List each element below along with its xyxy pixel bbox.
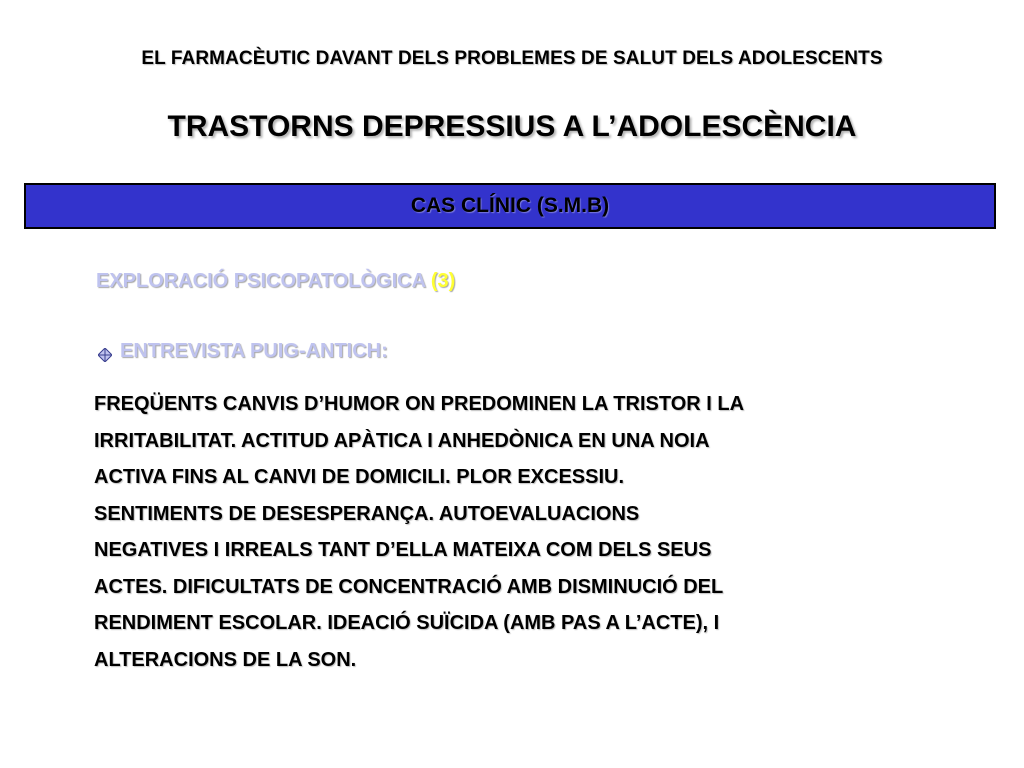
body-line: ALTERACIONS DE LA SON. xyxy=(94,648,357,671)
body-line: SENTIMENTS DE DESESPERANÇA. AUTOEVALUACIONS xyxy=(94,502,640,525)
body-line: IRRITABILITAT. ACTITUD APÀTICA I ANHEDÒNICA EN UNA NOIA xyxy=(94,429,710,452)
slide-supertitle: EL FARMACÈUTIC DAVANT DELS PROBLEMES DE SALUT DELS ADOLESCENTS xyxy=(141,48,883,69)
diamond-bullet-icon xyxy=(98,345,112,359)
case-label: CAS CLÍNIC (S.M.B) xyxy=(410,194,610,217)
slide-title: TRASTORNS DEPRESSIUS A L’ADOLESCÈNCIA xyxy=(167,110,857,143)
body-line: FREQÜENTS CANVIS D’HUMOR ON PREDOMINEN LA TRISTOR I LA xyxy=(94,393,745,415)
exploration-heading xyxy=(96,270,455,293)
body-line: ACTIVA FINS AL CANVI DE DOMICILI. PLOR EXCESSIU. xyxy=(94,466,625,488)
body-line: RENDIMENT ESCOLAR. IDEACIÓ SUÏCIDA (AMB PAS A L’ACTE), I xyxy=(94,612,720,634)
exploration-label: EXPLORACIÓ PSICOPATOLÒGICA xyxy=(96,270,426,292)
body-line: ACTES. DIFICULTATS DE CONCENTRACIÓ AMB DISMINUCIÓ DEL xyxy=(94,575,724,598)
interview-bullet xyxy=(98,340,388,363)
case-banner xyxy=(24,183,996,229)
interview-label: ENTREVISTA PUIG-ANTICH: xyxy=(120,340,388,362)
exploration-number: (3) xyxy=(430,270,456,292)
interview-findings xyxy=(94,386,944,678)
body-line: NEGATIVES I IRREALS TANT D’ELLA MATEIXA COM DELS SEUS xyxy=(94,539,712,561)
